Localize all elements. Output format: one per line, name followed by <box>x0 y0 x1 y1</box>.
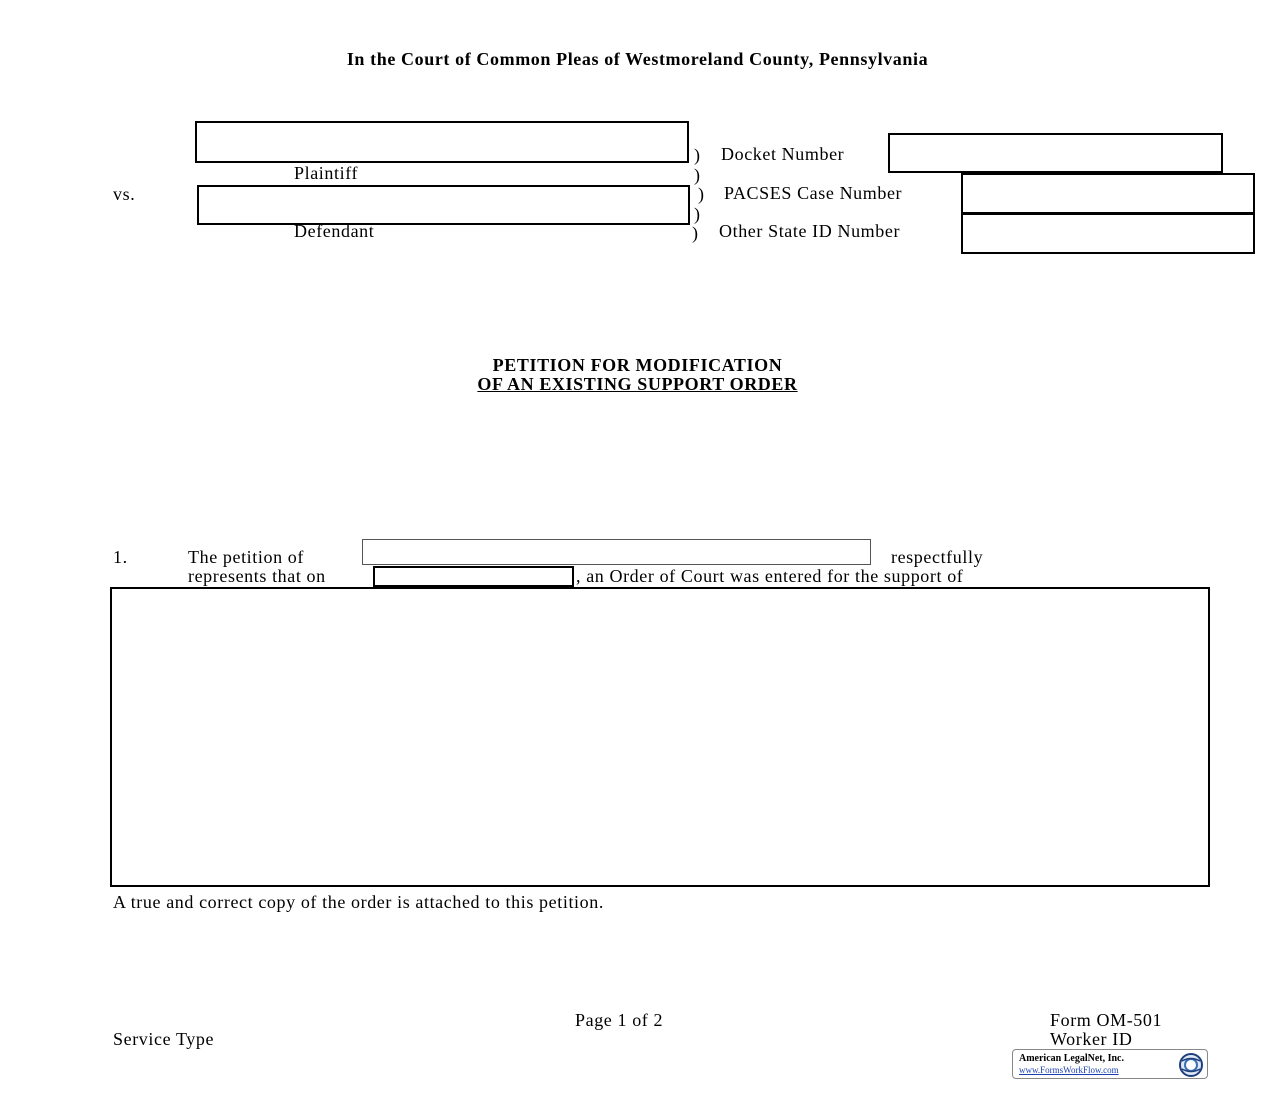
copy-attached-text: A true and correct copy of the order is attached to this petition. <box>113 892 604 912</box>
americanlegalnet-logo[interactable] <box>1012 1049 1208 1079</box>
petition-title-line2: OF AN EXISTING SUPPORT ORDER <box>477 374 798 394</box>
caption-paren: ) <box>694 204 700 224</box>
other-state-id-field[interactable] <box>961 213 1255 254</box>
caption-paren: ) <box>694 145 700 165</box>
caption-paren: ) <box>698 184 704 204</box>
caption-paren: ) <box>692 223 698 243</box>
form-number: Form OM-501 <box>1050 1010 1163 1030</box>
vs-label: vs. <box>113 184 136 204</box>
logo-website-link[interactable]: www.FormsWorkFlow.com <box>1019 1065 1119 1075</box>
petition-of-text: The petition of <box>188 547 304 567</box>
paragraph-number: 1. <box>113 547 128 567</box>
support-of-field[interactable] <box>110 587 1210 887</box>
petition-title-line1: PETITION FOR MODIFICATION <box>492 355 783 375</box>
respectfully-text: respectfully <box>891 547 984 567</box>
defendant-field[interactable] <box>197 185 690 225</box>
pacses-label: PACSES Case Number <box>724 183 903 203</box>
plaintiff-field[interactable] <box>195 121 689 163</box>
worker-id-label: Worker ID <box>1050 1029 1133 1049</box>
docket-number-field[interactable] <box>888 133 1223 173</box>
docket-label: Docket Number <box>721 144 845 164</box>
globe-icon <box>1178 1052 1204 1078</box>
court-title: In the Court of Common Pleas of Westmoreland County, Pennsylvania <box>346 49 929 69</box>
pacses-case-number-field[interactable] <box>961 173 1255 214</box>
represents-text: represents that on <box>188 566 326 586</box>
order-date-field[interactable] <box>373 566 574 587</box>
other-state-label: Other State ID Number <box>719 221 901 241</box>
petitioner-name-field[interactable] <box>362 539 871 565</box>
defendant-label: Defendant <box>294 221 375 241</box>
logo-company-name: American LegalNet, Inc. <box>1019 1053 1124 1064</box>
page-number: Page 1 of 2 <box>575 1010 664 1030</box>
order-entered-text: , an Order of Court was entered for the support of <box>576 566 964 586</box>
plaintiff-label: Plaintiff <box>294 163 359 183</box>
service-type-label: Service Type <box>113 1029 215 1049</box>
caption-paren: ) <box>694 165 700 185</box>
